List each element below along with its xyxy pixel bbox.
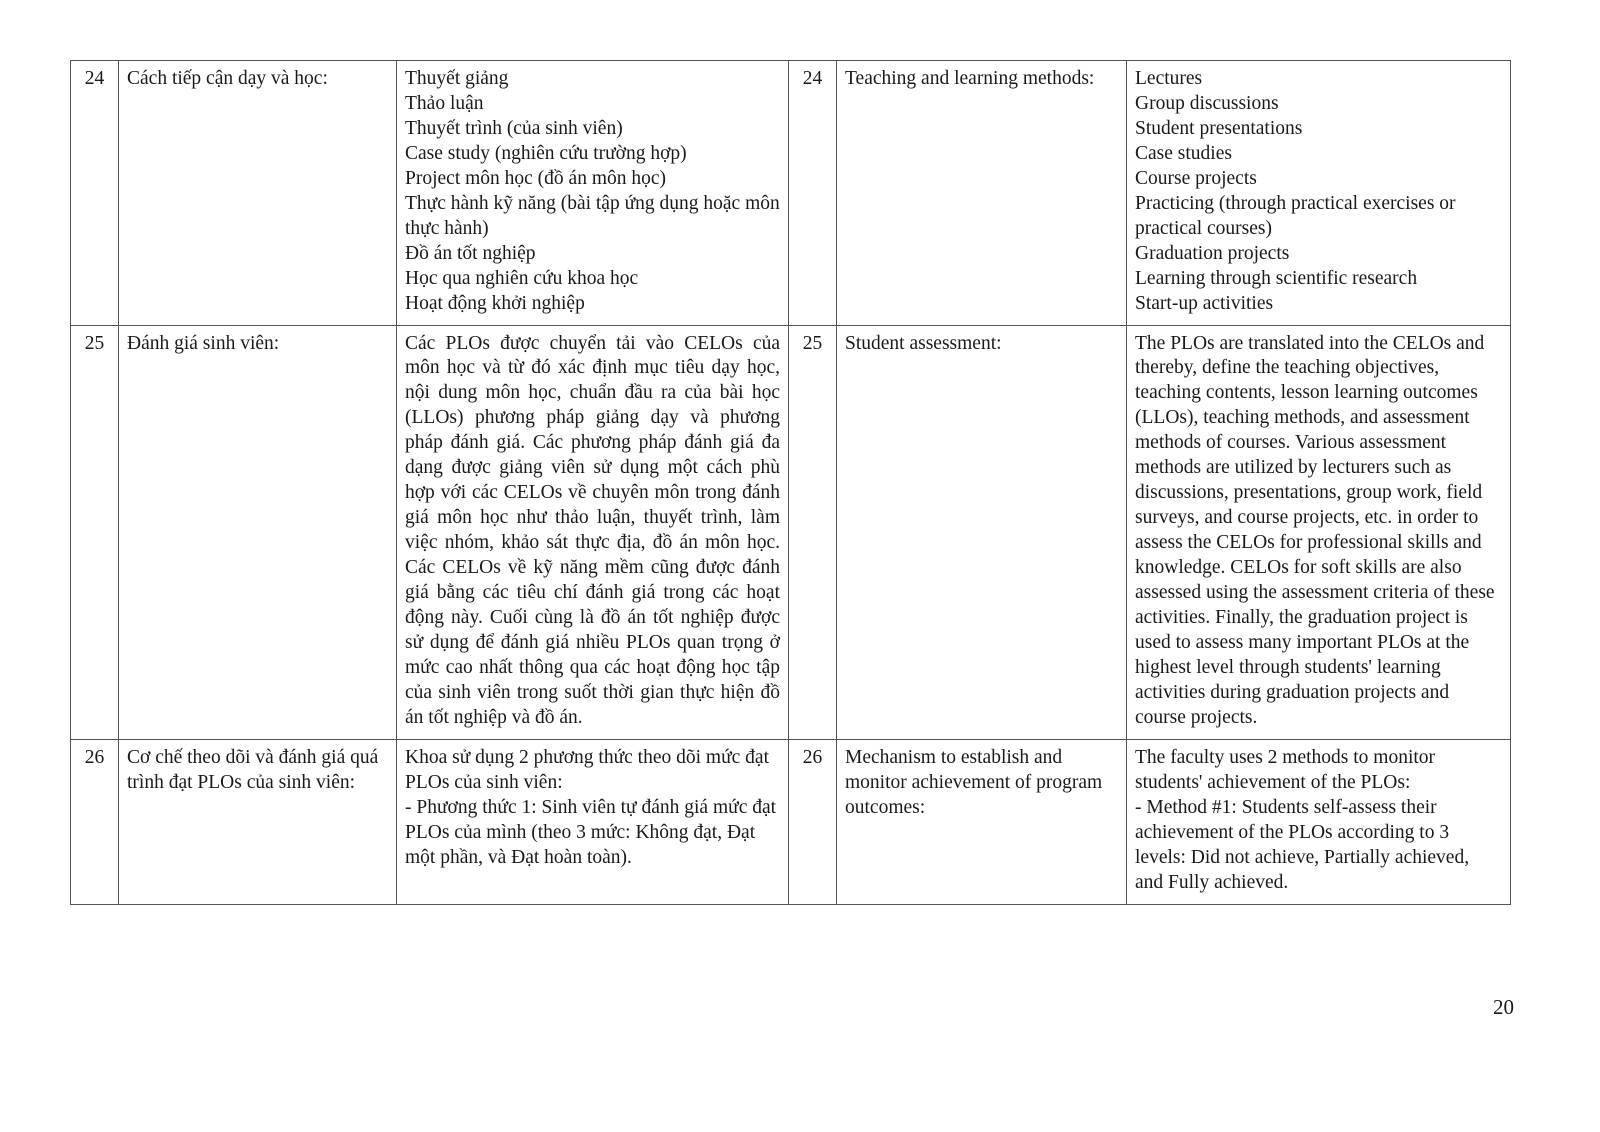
content-line: Graduation projects: [1135, 242, 1290, 264]
row-number-en: 24: [789, 61, 837, 326]
row-label-vi: Đánh giá sinh viên:: [119, 325, 397, 739]
content-line: Khoa sử dụng 2 phương thức theo dõi mức đạt PLOs của sinh viên:: [405, 746, 769, 793]
content-line: Course projects: [1135, 167, 1257, 189]
table-row: [71, 61, 1511, 326]
row-number-en: 26: [789, 739, 837, 904]
content-line: Đồ án tốt nghiệp: [405, 242, 536, 264]
content-line: Project môn học (đồ án môn học): [405, 167, 667, 189]
content-line: Case study (nghiên cứu trường hợp): [405, 142, 687, 164]
content-line: Start-up activities: [1135, 292, 1274, 314]
content-line: Practicing (through practical exercises or practical courses): [1135, 192, 1456, 239]
row-content-vi: [397, 739, 789, 904]
row-number-en: 25: [789, 325, 837, 739]
row-label-vi: Cách tiếp cận dạy và học:: [119, 61, 397, 326]
content-line: Thuyết trình (của sinh viên): [405, 117, 623, 139]
content-line: Lectures: [1135, 68, 1203, 89]
content-line: The faculty uses 2 methods to monitor students' achievement of the PLOs:: [1135, 746, 1436, 793]
row-label-en: Teaching and learning methods:: [837, 61, 1127, 326]
content-line: Thực hành kỹ năng (bài tập ứng dụng hoặc môn thực hành): [405, 192, 780, 239]
content-line: Thảo luận: [405, 92, 484, 114]
content-line: Learning through scientific research: [1135, 267, 1418, 289]
row-number-vi: 25: [71, 325, 119, 739]
row-number-vi: 26: [71, 739, 119, 904]
content-line: - Phương thức 1: Sinh viên tự đánh giá mức đạt PLOs của mình (theo 3 mức: Không đạt, Đạt một phần, và Đạt hoàn toàn).: [405, 796, 777, 868]
row-label-en: Student assessment:: [837, 325, 1127, 739]
row-content-en: The PLOs are translated into the CELOs and thereby, define the teaching objectives, teaching contents, lesson learning outcomes (LLOs), teaching methods, and assessment methods of courses. Various assessment methods are utilized by lecturers such as discussions, presentations, group work, field surveys, and course projects, etc. in order to assess the CELOs for professional skills and knowledge. CELOs for soft skills are also assessed using the assessment criteria of these activities. Finally, the graduation project is used to assess many important PLOs at the highest level through students' learning activities during graduation projects and course projects.: [1127, 325, 1511, 739]
row-content-en: [1127, 739, 1511, 904]
row-number-vi: 24: [71, 61, 119, 326]
table-row: [71, 739, 1511, 904]
criteria-table: [70, 60, 1511, 905]
table-row: [71, 325, 1511, 739]
content-line: Hoạt động khởi nghiệp: [405, 292, 585, 314]
content-line: Học qua nghiên cứu khoa học: [405, 267, 639, 289]
row-content-vi: Các PLOs được chuyển tải vào CELOs của môn học và từ đó xác định mục tiêu dạy học, nội dung môn học, chuẩn đầu ra của bài học (LLOs) phương pháp giảng dạy và phương pháp đánh giá. Các phương pháp đánh giá đa dạng được giảng viên sử dụng một cách phù hợp với các CELOs về chuyên môn trong đánh giá môn học như thảo luận, thuyết trình, làm việc nhóm, khảo sát thực địa, đồ án môn học. Các CELOs về kỹ năng mềm cũng được đánh giá bằng các tiêu chí đánh giá trong các hoạt động này. Cuối cùng là đồ án tốt nghiệp được sử dụng để đánh giá nhiều PLOs quan trọng ở mức cao nhất thông qua các hoạt động học tập của sinh viên trong suốt thời gian thực hiện đồ án tốt nghiệp và đồ án.: [397, 325, 789, 739]
content-line: Student presentations: [1135, 117, 1303, 139]
content-line: - Method #1: Students self-assess their achievement of the PLOs according to 3 levels: Did not achieve, Partially achieved, and Fully achieved.: [1135, 796, 1470, 893]
row-content-en: [1127, 61, 1511, 326]
content-line: Group discussions: [1135, 92, 1279, 114]
content-line: Thuyết giảng: [405, 68, 509, 89]
page-number: 20: [1493, 995, 1514, 1019]
row-label-vi: Cơ chế theo dõi và đánh giá quá trình đạt PLOs của sinh viên:: [119, 739, 397, 904]
row-label-en: Mechanism to establish and monitor achievement of program outcomes:: [837, 739, 1127, 904]
content-line: Case studies: [1135, 142, 1232, 164]
row-content-vi: [397, 61, 789, 326]
